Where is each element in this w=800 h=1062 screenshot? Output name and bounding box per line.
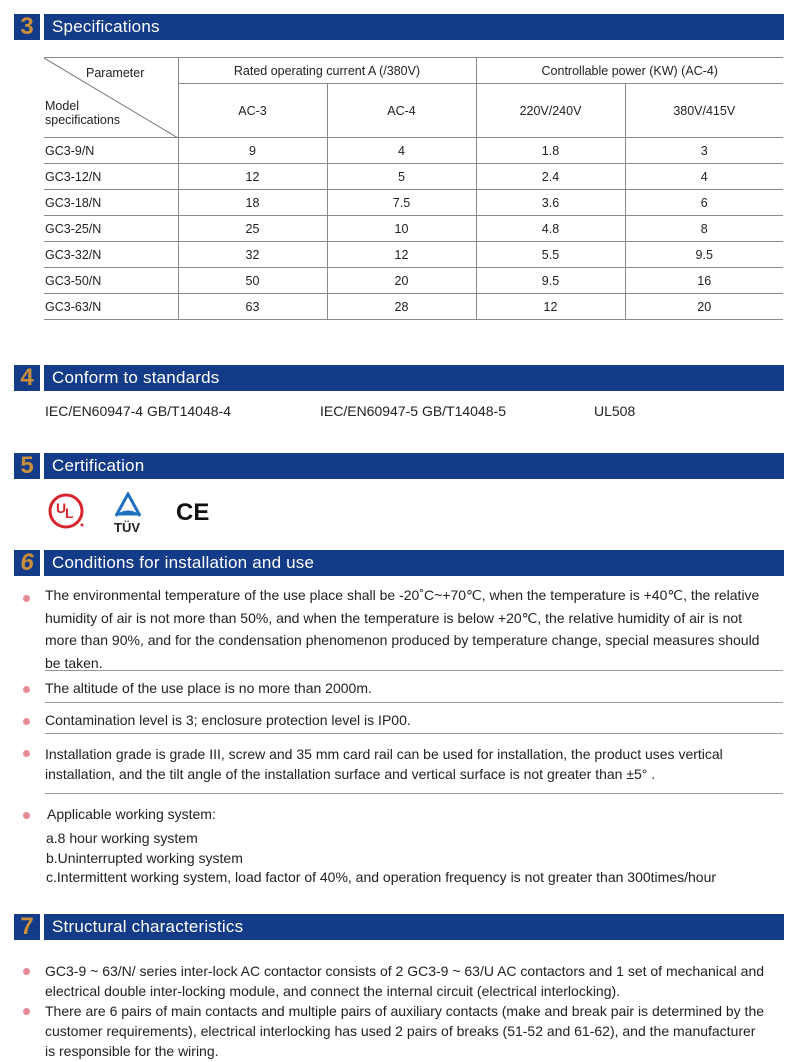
section-title: Specifications <box>44 14 784 40</box>
value-cell-ac4: 7.5 <box>327 190 476 216</box>
value-cell-p380: 3 <box>625 138 783 164</box>
group-header-current: Rated operating current A (/380V) <box>178 58 476 84</box>
table-row <box>44 242 783 268</box>
svg-text:TÜV: TÜV <box>114 520 140 534</box>
subheader-380v: 380V/415V <box>625 84 783 138</box>
value-cell-p220: 2.4 <box>476 164 625 190</box>
section-title: Certification <box>44 453 784 479</box>
value-cell-ac3: 9 <box>178 138 327 164</box>
structural-item <box>45 1001 785 1061</box>
model-cell: GC3-18/N <box>44 190 178 216</box>
text-line: be taken. <box>45 654 103 671</box>
bullet-icon <box>23 968 30 975</box>
value-cell-p380: 4 <box>625 164 783 190</box>
section-number: 5 <box>14 453 40 479</box>
model-cell: GC3-63/N <box>44 294 178 320</box>
value-cell-p380: 9.5 <box>625 242 783 268</box>
value-cell-ac4: 4 <box>327 138 476 164</box>
section-title: Conform to standards <box>44 365 784 391</box>
table-corner-cell <box>44 58 178 138</box>
section-title: Conditions for installation and use <box>44 550 784 576</box>
value-cell-ac4: 28 <box>327 294 476 320</box>
section-header-conditions <box>14 550 784 576</box>
text-line: customer requirements), electrical interlocking has used 2 pairs of breaks (51-52 and 61-62), and the manufacturer <box>45 1023 756 1039</box>
corner-label-model: Model specifications <box>45 99 121 127</box>
text-line: electrical double inter-locking module, and connect the internal circuit (electrical interlocking). <box>45 983 621 999</box>
condition-item: Contamination level is 3; enclosure protection level is IP00. <box>45 712 411 728</box>
standard-item: IEC/EN60947-5 GB/T14048-5 <box>320 403 506 419</box>
table-row <box>44 164 783 190</box>
working-system-item: c.Intermittent working system, load factor of 40%, and operation frequency is not greater than 300times/hour <box>46 869 717 885</box>
table-row <box>44 268 783 294</box>
condition-item <box>45 584 785 674</box>
ce-mark-icon <box>176 499 209 526</box>
bullet-icon <box>23 750 30 757</box>
section-number: 7 <box>14 914 40 940</box>
table-body <box>44 138 783 320</box>
working-system-item: b.Uninterrupted working system <box>46 849 243 866</box>
text-line: The environmental temperature of the use place shall be -20˚C~+70℃, when the temperature is +40℃, the relative <box>45 587 760 603</box>
value-cell-ac3: 32 <box>178 242 327 268</box>
divider <box>45 670 783 671</box>
value-cell-p220: 12 <box>476 294 625 320</box>
value-cell-ac3: 18 <box>178 190 327 216</box>
subheader-220v: 220V/240V <box>476 84 625 138</box>
table-row <box>44 138 783 164</box>
model-cell: GC3-9/N <box>44 138 178 164</box>
model-cell: GC3-12/N <box>44 164 178 190</box>
group-header-power: Controllable power (KW) (AC-4) <box>476 58 783 84</box>
svg-text:CE: CE <box>176 499 210 526</box>
bullet-icon <box>23 595 30 602</box>
value-cell-p220: 9.5 <box>476 268 625 294</box>
table-row <box>44 216 783 242</box>
section-header-specifications <box>14 14 784 40</box>
standard-item: UL508 <box>594 403 636 419</box>
tuv-logo-icon <box>114 494 140 534</box>
model-cell: GC3-32/N <box>44 242 178 268</box>
value-cell-p380: 8 <box>625 216 783 242</box>
table-row <box>44 294 783 320</box>
model-cell: GC3-25/N <box>44 216 178 242</box>
text-line: There are 6 pairs of main contacts and multiple pairs of auxiliary contacts (make and break pair is determined by the <box>45 1003 765 1019</box>
subheader-ac3: AC-3 <box>178 84 327 138</box>
value-cell-ac4: 20 <box>327 268 476 294</box>
ul-logo-icon <box>50 495 84 527</box>
value-cell-p220: 4.8 <box>476 216 625 242</box>
standard-item: IEC/EN60947-4 GB/T14048-4 <box>45 403 231 419</box>
bullet-icon <box>23 686 30 693</box>
section-header-certification <box>14 453 784 479</box>
section-number: 3 <box>14 14 40 40</box>
text-line: GC3-9 ~ 63/N/ series inter-lock AC contactor consists of 2 GC3-9 ~ 63/U AC contactors and 1 set of mechanical and <box>45 963 765 979</box>
value-cell-p380: 16 <box>625 268 783 294</box>
corner-label-parameter: Parameter <box>86 66 145 80</box>
section-header-structural <box>14 914 784 940</box>
value-cell-ac4: 10 <box>327 216 476 242</box>
value-cell-p220: 1.8 <box>476 138 625 164</box>
svg-text:L: L <box>65 505 74 521</box>
text-line: humidity of air is not more than 50%, and when the temperature is below +20℃, the relative humidity of air is not <box>45 609 743 626</box>
working-systems-list <box>46 829 716 888</box>
condition-item: Applicable working system: <box>47 806 216 822</box>
text-line: Installation grade is grade III, screw and 35 mm card rail can be used for installation, the product uses vertical <box>45 746 723 762</box>
bullet-icon <box>23 812 30 819</box>
svg-text:U: U <box>56 500 67 516</box>
section-title: Structural characteristics <box>44 914 784 940</box>
condition-item: The altitude of the use place is no more than 2000m. <box>45 680 372 696</box>
text-line: is responsible for the wiring. <box>45 1043 219 1059</box>
value-cell-p220: 3.6 <box>476 190 625 216</box>
section-number: 6 <box>14 550 40 576</box>
text-line: installation, and the tilt angle of the installation surface and vertical surface is not greater than ±5° . <box>45 766 656 782</box>
bullet-icon <box>23 1008 30 1015</box>
value-cell-p380: 20 <box>625 294 783 320</box>
section-header-standards <box>14 365 784 391</box>
value-cell-ac4: 12 <box>327 242 476 268</box>
working-system-item: a.8 hour working system <box>46 830 198 846</box>
value-cell-ac3: 12 <box>178 164 327 190</box>
bullet-icon <box>23 718 30 725</box>
subheader-ac4: AC-4 <box>327 84 476 138</box>
value-cell-p380: 6 <box>625 190 783 216</box>
structural-item <box>45 961 785 1001</box>
divider <box>45 793 783 794</box>
value-cell-ac3: 50 <box>178 268 327 294</box>
table-row <box>44 190 783 216</box>
specifications-table <box>44 57 783 320</box>
divider <box>45 702 783 703</box>
condition-item <box>45 744 785 784</box>
model-cell: GC3-50/N <box>44 268 178 294</box>
value-cell-ac4: 5 <box>327 164 476 190</box>
value-cell-ac3: 25 <box>178 216 327 242</box>
text-line: more than 90%, and for the condensation phenomenon produced by temperature change, special measures should <box>45 632 760 648</box>
certification-logos <box>48 492 228 534</box>
divider <box>45 733 783 734</box>
section-number: 4 <box>14 365 40 391</box>
table-header-row <box>44 58 783 84</box>
value-cell-ac3: 63 <box>178 294 327 320</box>
value-cell-p220: 5.5 <box>476 242 625 268</box>
